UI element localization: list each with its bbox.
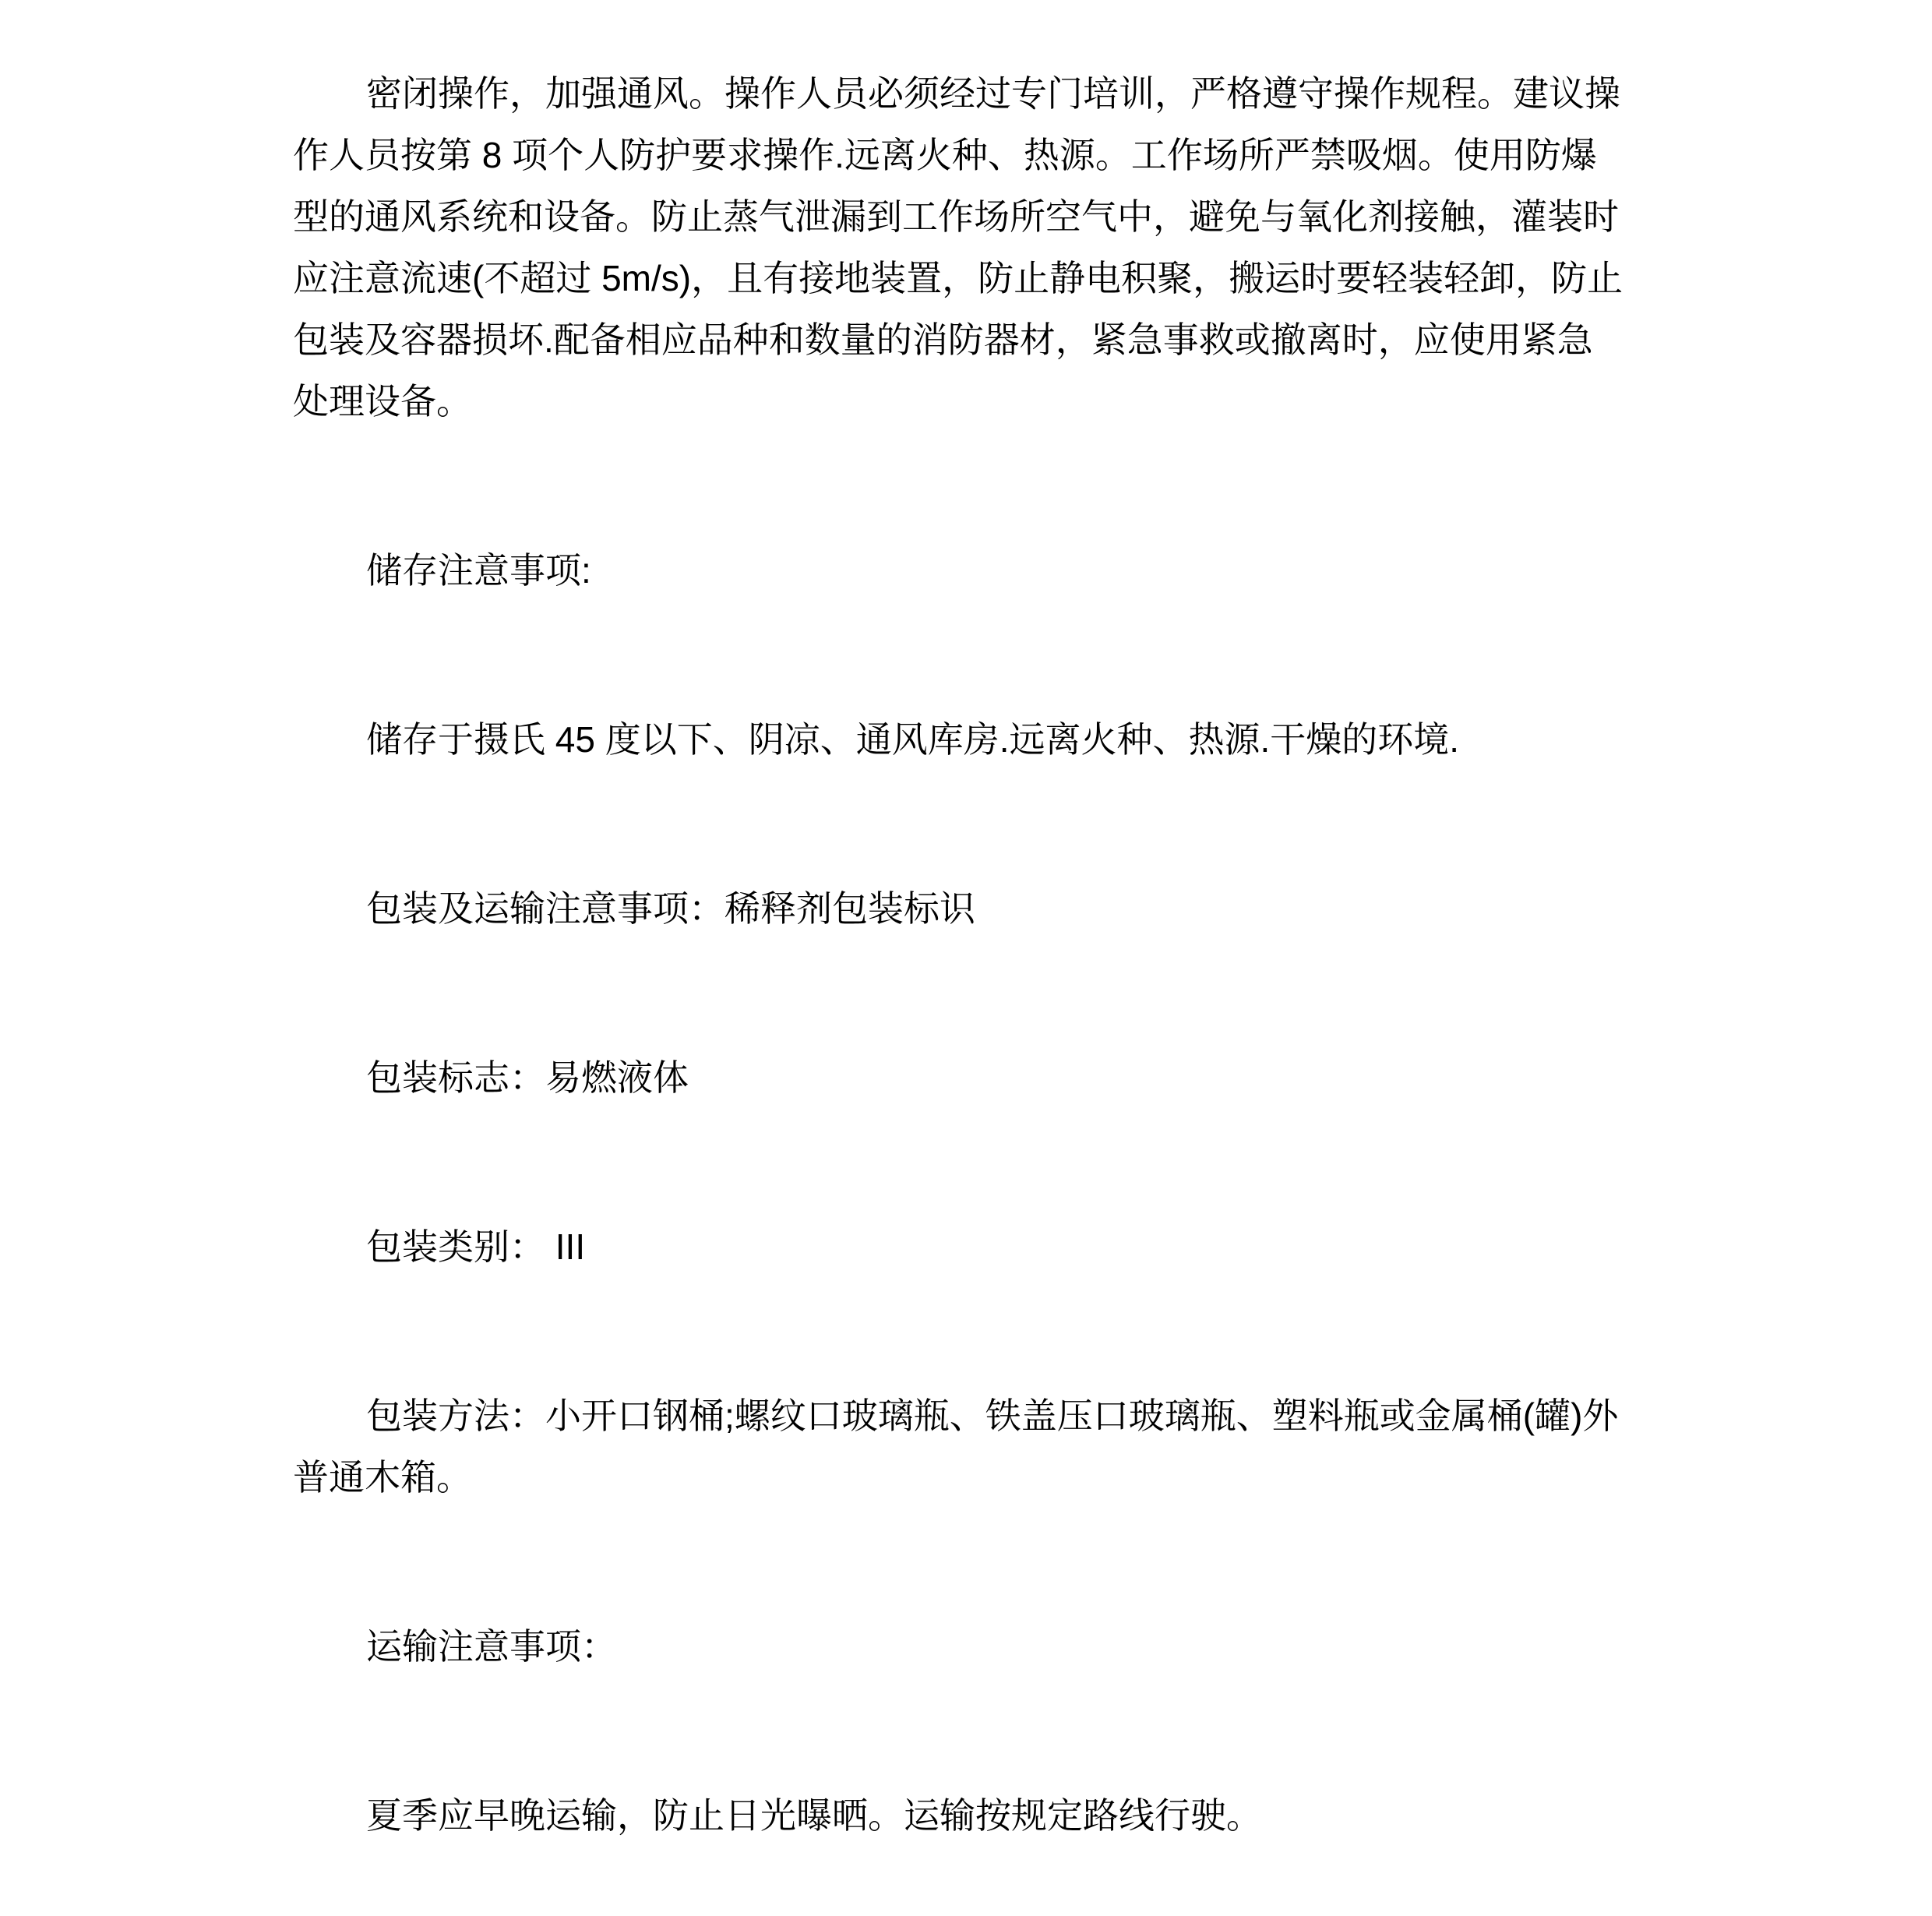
paragraph-transport-advice: 夏季应早晚运输，防止日光曝晒。运输按规定路线行驶。 [366, 1795, 1262, 1836]
paragraph-packaging-transport-notes: 包装及运输注意事项：稀释剂包装标识 [366, 888, 975, 929]
paragraph-packaging-method: 包装方法：小开口钢桶;螺纹口玻璃瓶、铁盖压口玻璃瓶、塑料瓶或金属桶(罐)外普通木箱。 [293, 1396, 1619, 1498]
paragraph-packaging-mark: 包装标志：易燃液体 [366, 1057, 689, 1098]
paragraph-packaging-category: 包装类别： III [366, 1226, 586, 1267]
paragraph-storage-conditions: 储存于摄氏 45 度以下、阴凉、通风库房.远离火种、热源.干燥的环境. [366, 719, 1460, 760]
paragraph-operation-precautions: 密闭操作，加强通风。操作人员必须经过专门培训，严格遵守操作规程。建议操作人员按第 8 项个人防护要求操作.远离火种、热源。工作场所严禁吸烟。使用防爆型的通风系统和设备。防止蒸气泄漏到工作场所空气中，避免与氧化剂接触，灌装时应注意流速(不超过 5m/s)，且有接地装置，防止静电积聚，搬运时要轻装轻卸，防止包装及容器损坏.配备相应品种和数量的消防器材，紧急事救或撤离时，应使用紧急处理设备。 [293, 73, 1624, 422]
heading-storage-precautions: 储存注意事项: [366, 550, 591, 591]
heading-transport-precautions: 运输注意事项： [366, 1626, 617, 1667]
document-content [293, 63, 1628, 1847]
